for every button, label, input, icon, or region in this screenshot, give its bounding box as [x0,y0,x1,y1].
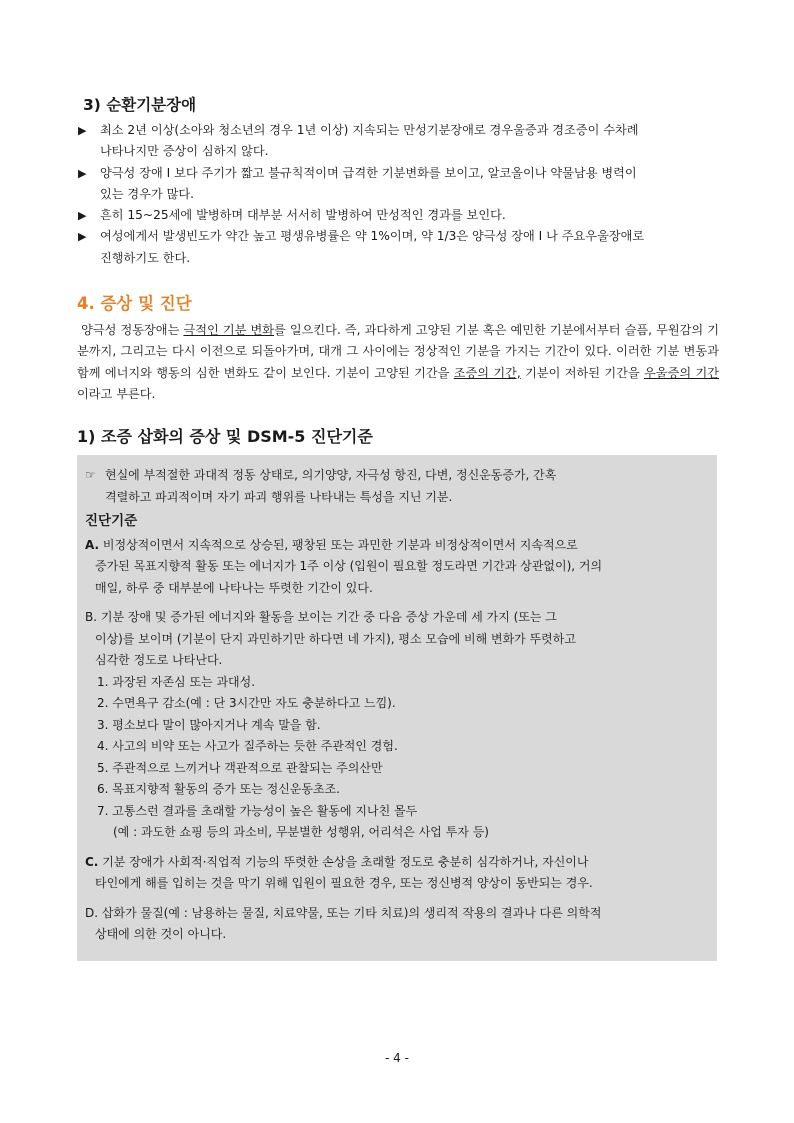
section-4-intro-paragraph: 양극성 정동장애는 극적인 기분 변화를 일으킨다. 즉, 과다하게 고양된 기분 혹은 예민한 기분에서부터 슬픔, 무원감의 기분까지, 그리고는 다시 이전으로 되돌아가며, 대개 그 사이에는 정상적인 기분을 가지는 기간이 있다. 이러한 기분 변동과 함께 에너지와 행동의 심한 변화도 같이 보인다. 기분이 고양된 기간을 조증의 기간, 기분이 저하된 기간을 우울증의 기간이라고 부른다. [77,323,720,401]
list-item: 1. 과장된 자존심 또는 과대성. [97,674,256,689]
underlined-term: 우울증의 기간 [644,365,719,380]
list-item: 5. 주관적으로 느끼거나 객관적으로 관찰되는 주의산만 [97,760,383,775]
triangle-bullet-icon: ▶ [78,230,87,244]
bullet-text: 흔히 15~25세에 발병하며 대부분 서서히 발병하여 만성적인 경과를 보인다. [100,208,506,223]
list-item: 2. 수면욕구 감소(예 : 단 3시간만 자도 충분하다고 느낌). [97,696,396,710]
bullet-text: 양극성 장애 I 보다 주기가 짧고 불규칙적이며 급격한 기분변화를 보이고, 알코올이나 약물남용 병력이 있는 경우가 많다. [100,165,637,201]
criteria-title: 진단기준 [85,513,138,529]
bullet-text: 최소 2년 이상(소아와 청소년의 경우 1년 이상) 지속되는 만성기분장애로 경우울증과 경조증이 수차례 나타나지만 증상이 심하지 않다. [100,123,639,159]
list-item [78,205,722,226]
underlined-term: 조증의 기간, [453,365,521,380]
mania-definition: ☞ 현실에 부적절한 과대적 정동 상태로, 의기양양, 자극성 항진, 다변, 정신운동증가, 간혹 [85,465,707,487]
criterion-b: B. 기분 장애 및 증가된 에너지와 활동을 보이는 기간 중 다음 증상 가운데 세 가지 (또는 그 이상)를 보이며 (기분이 단지 과민하기만 하다면 네 가지), 평소 모습에 비해 변화가 뚜렷하고 심각한 정도로 나타난다. [85,610,576,667]
section-3-bullet-list [78,120,722,269]
criterion-b-symptom-list [85,672,707,823]
triangle-bullet-icon: ▶ [78,209,87,223]
subsection-1-heading: 1) 조증 삽화의 증상 및 DSM-5 진단기준 [77,427,373,446]
page-number: - 4 - [385,1051,409,1065]
underlined-term: 극적인 기분 변화 [183,323,275,337]
pointing-hand-icon: ☞ [85,468,96,482]
list-item [78,120,722,163]
list-item [78,163,722,206]
list-item: 3. 평소보다 말이 많아지거나 계속 말을 함. [97,717,321,732]
bullet-text: 여성에게서 발생빈도가 약간 높고 평생유병률은 약 1%이며, 약 1/3은 양극성 장애 Ⅰ 나 주요우울장애로 진행하기도 한다. [100,229,645,265]
item-7-example: (예 : 과도한 쇼핑 등의 과소비, 무분별한 성행위, 어리석은 사업 투자 등) [113,825,489,839]
list-item: 4. 사고의 비약 또는 사고가 질주하는 듯한 주관적인 경험. [97,739,398,753]
section-4-heading: 4. 증상 및 진단 [77,294,192,313]
criterion-c: C. 기분 장애가 사회적·직업적 기능의 뚜렷한 손상을 초래할 정도로 충분히 심각하거나, 자신이나 타인에게 해를 입히는 것을 막기 위해 입원이 필요한 경우, 또는 정신병적 양상이 동반되는 경우. [85,854,593,890]
mania-definition-cont: 격렬하고 파괴적이며 자기 파괴 행위를 나타내는 특성을 지닌 기분. [105,489,453,504]
list-item [78,226,722,269]
dsm5-criteria-box [77,455,717,961]
triangle-bullet-icon: ▶ [78,166,87,180]
triangle-bullet-icon: ▶ [78,124,87,137]
list-item: 7. 고통스런 결과를 초래할 가능성이 높은 활동에 지나친 몰두 [97,803,418,818]
section-3-heading: 3) 순환기분장애 [83,96,197,114]
list-item: 6. 목표지향적 활동의 증가 또는 정신운동초조. [97,782,340,796]
criterion-a: A. 비정상적이면서 지속적으로 상승된, 팽창된 또는 과민한 기분과 비정상적이면서 지속적으로 증가된 목표지향적 활동 또는 에너지가 1주 이상 (입원이 필요할 정도라면 기간과 상관없이), 거의 매일, 하루 중 대부분에 나타나는 뚜렷한 기간이 있다. [85,537,603,595]
criterion-d: D. 삽화가 물질(예 : 남용하는 물질, 치료약물, 또는 기타 치료)의 생리적 작용의 결과나 다른 의학적 상태에 의한 것이 아니다. [85,905,602,941]
